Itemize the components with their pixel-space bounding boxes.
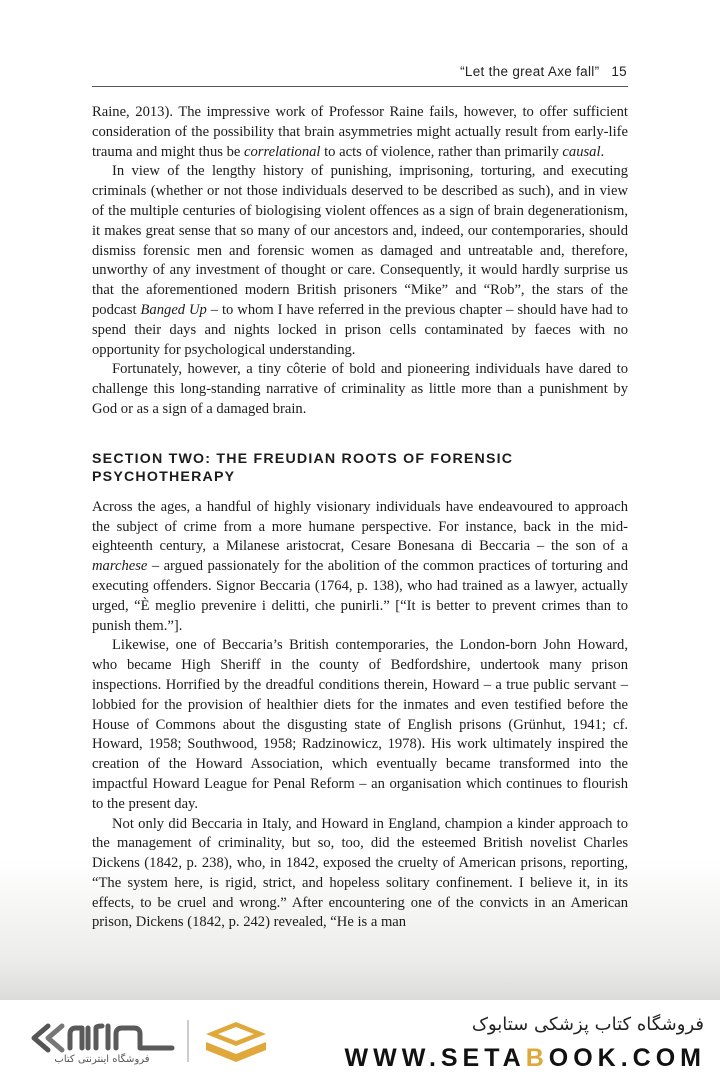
italic-run: causal <box>562 143 601 160</box>
page-number: 15 <box>611 64 627 79</box>
text-run: In view of the lengthy history of punishing, imprisoning, torturing, and executing criminals (whether or not those individuals deserved to be described as such), and in view of the multiple centuries of biologising violent offences as a sign of brain degenerationism, it makes great sense that so many of our ancestors and, indeed, our contemporaries, should dismiss forensic men and forensic women as damaged and untreatable and, therefore, unworthy of any investment of thought or care. Consequently, it would hardly surprise us that the aforementioned modern British prisoners “Mike” and “Rob”, the stars of the podcast <box>92 163 628 318</box>
italic-run: correlational <box>244 143 321 160</box>
running-title: “Let the great Axe fall” <box>460 64 600 79</box>
logo-tagline: فروشگاه اینترنتی کتاب <box>54 1054 150 1065</box>
paragraph-1 <box>92 103 628 162</box>
url-highlight: B <box>525 1044 549 1072</box>
paragraph-2 <box>92 162 628 360</box>
url-part: OOK.COM <box>548 1044 706 1072</box>
text-run: . <box>600 143 605 160</box>
paragraph-5: Likewise, one of Beccaria’s British contemporaries, the London-born John Howard, who became High Sheriff in the county of Bedfordshire, undertook many prison inspections. Horrified by the dreadful conditions therein, Howard – a true public servant – lobbied for the provision of healthier diets for the inmates and even testified before the House of Commons about the disgusting state of English prisons (Grünhut, 1941; cf. Howard, 1958; Southwood, 1958; Radzinowicz, 1978). His work ultimately inspired the creation of the Howard Association, which eventually became transformed into the impactful Howard League for Penal Reform – an organisation which continues to flourish to the present day. <box>92 637 628 812</box>
paragraph-3: Fortunately, however, a tiny côterie of bold and pioneering individuals have dared to challenge this long-standing narrative of criminality as little more than a punishment by God or as a sign of a damaged brain. <box>92 361 628 417</box>
store-url <box>345 1044 706 1073</box>
italic-run: Banged Up <box>140 301 207 318</box>
url-part: WWW.SETA <box>344 1044 526 1072</box>
section-heading: SECTION TWO: THE FREUDIAN ROOTS OF FORENSIC PSYCHOTHERAPY <box>92 450 514 485</box>
text-run: – to whom I have referred in the previous chapter – should have had to spend their days and nights locked in prison cells contaminated by faeces with no opportunity for psychological understanding. <box>92 301 628 358</box>
watermark-banner <box>0 1000 720 1080</box>
italic-run: marchese <box>92 558 148 575</box>
running-head <box>460 64 627 79</box>
store-name: فروشگاه کتاب پزشکی ستابوک <box>471 1014 704 1035</box>
text-run: Across the ages, a handful of highly visionary individuals have endeavoured to approach the subject of crime from a more humane perspective. For instance, back in the mid-eighteenth century, a Milanese aristocrat, Cesare Bonesana di Beccaria – the son of a <box>92 498 628 555</box>
text-run: – argued passionately for the abolition of the common practices of torturing and executing offenders. Signor Beccaria (1764, p. 138), who had trained as a lawyer, actually urged, “È meglio prevenire i delitti, che punirli.” [“It is better to prevent crimes than to punish them.”]. <box>92 558 628 634</box>
text-run: Raine, 2013). The impressive work of Professor Raine fails, however, to offer sufficient consideration of the possibility that brain asymmetries might actually result from early-life trauma and might thus be <box>92 104 628 160</box>
header-rule <box>92 86 628 87</box>
paragraph-6: Not only did Beccaria in Italy, and Howard in England, champion a kinder approach to the management of criminality, but so, too, did the esteemed British novelist Charles Dickens (1842, p. 238), who, in 1842, exposed the cruelty of American prisons, reporting, “The system here, is rigid, strict, and hopeless solitary confinement. I believe it, in its effects, to be cruel and wrong.” After encountering one of the convicts in an American prison, Dickens (1842, p. 242) revealed, “He is a man <box>92 815 628 931</box>
text-run: to acts of violence, rather than primarily <box>320 143 563 160</box>
paragraph-4 <box>92 498 628 637</box>
body-text <box>92 103 628 933</box>
